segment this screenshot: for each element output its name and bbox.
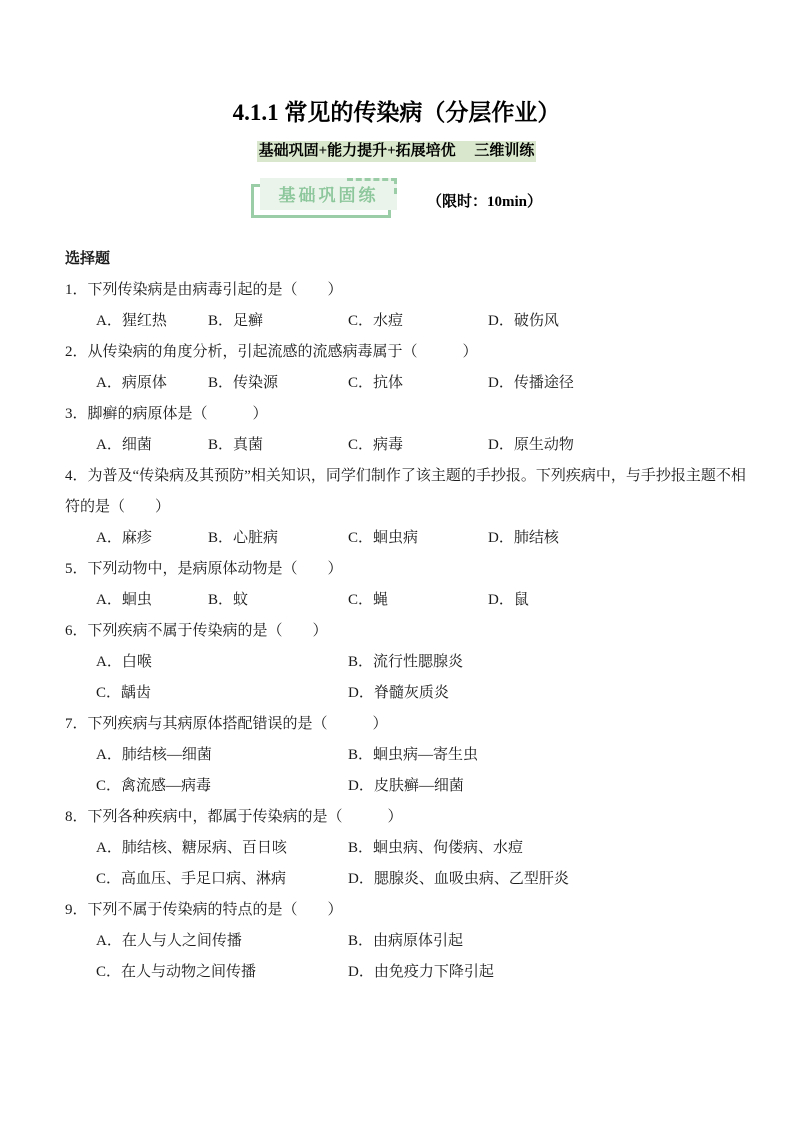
question-text: 9．下列不属于传染病的特点的是（ ） [65, 901, 343, 918]
option-a: A．细菌 [96, 436, 152, 453]
option-d: D．肺结核 [488, 529, 559, 546]
option-a: A．猩红热 [96, 312, 167, 329]
option-c: C．抗体 [348, 374, 404, 391]
question-6 [65, 616, 730, 709]
subtitle-row [0, 141, 793, 162]
option-a: A．病原体 [96, 374, 167, 391]
option-a: A．肺结核—细菌 [96, 746, 212, 763]
section-badge [251, 178, 403, 224]
option-b: B．心脏病 [208, 529, 279, 546]
option-d: D．腮腺炎、血吸虫病、乙型肝炎 [348, 870, 569, 887]
question-5 [65, 554, 730, 616]
option-d: D．鼠 [488, 591, 529, 608]
option-b: B．由病原体引起 [348, 932, 464, 949]
time-limit-label: （限时：10min） [426, 194, 542, 211]
option-c: C．在人与动物之间传播 [96, 963, 257, 980]
option-b: B．真菌 [208, 436, 264, 453]
option-b: B．蛔虫病—寄生虫 [348, 746, 479, 763]
badge-row [0, 178, 793, 224]
question-text: 2．从传染病的角度分析，引起流感的流感病毒属于（ ） [65, 343, 478, 360]
options-row [65, 585, 730, 616]
option-c: C．病毒 [348, 436, 404, 453]
option-c: C．水痘 [348, 312, 404, 329]
question-2 [65, 337, 730, 399]
question-text-line-2: 符的是（ ） [65, 498, 171, 515]
option-b: B．传染源 [208, 374, 279, 391]
badge-label: 基础巩固练 [260, 178, 397, 210]
options-row [65, 926, 730, 957]
option-d: D．原生动物 [488, 436, 574, 453]
question-text: 6．下列疾病不属于传染病的是（ ） [65, 622, 328, 639]
question-text: 8．下列各种疾病中，都属于传染病的是（ ） [65, 808, 403, 825]
option-a: A．麻疹 [96, 529, 152, 546]
options-row [65, 647, 730, 678]
options-row [65, 864, 730, 895]
options-row [65, 523, 730, 554]
option-c: C．禽流感—病毒 [96, 777, 212, 794]
option-d: D．皮肤癣—细菌 [348, 777, 464, 794]
option-b: B．足癣 [208, 312, 264, 329]
section-heading: 选择题 [65, 250, 111, 267]
question-1 [65, 275, 730, 337]
question-8 [65, 802, 730, 895]
option-d: D．脊髓灰质炎 [348, 684, 449, 701]
option-c: C．蛔虫病 [348, 529, 419, 546]
option-d: D．由免疫力下降引起 [348, 963, 494, 980]
option-c: C．龋齿 [96, 684, 152, 701]
options-row [65, 306, 730, 337]
question-7 [65, 709, 730, 802]
question-4 [65, 461, 746, 554]
question-9 [65, 895, 730, 988]
options-row [65, 957, 730, 988]
page-title: 4.1.1 常见的传染病（分层作业） [232, 100, 561, 125]
options-row [65, 740, 730, 771]
option-b: B．蛔虫病、佝偻病、水痘 [348, 839, 524, 856]
option-c: C．蝇 [348, 591, 389, 608]
option-b: B．蚊 [208, 591, 249, 608]
option-a: A．白喉 [96, 653, 152, 670]
options-row [65, 430, 730, 461]
options-row [65, 368, 730, 399]
question-text: 1．下列传染病是由病毒引起的是（ ） [65, 281, 343, 298]
option-a: A．蛔虫 [96, 591, 152, 608]
question-text: 3．脚癣的病原体是（ ） [65, 405, 268, 422]
option-d: D．破伤风 [488, 312, 559, 329]
options-row [65, 678, 730, 709]
option-a: A．在人与人之间传播 [96, 932, 242, 949]
questions-section [0, 244, 793, 988]
badge-dashed-corner [347, 178, 397, 194]
option-d: D．传播途径 [488, 374, 574, 391]
options-row [65, 833, 730, 864]
options-row [65, 771, 730, 802]
option-c: C．高血压、手足口病、淋病 [96, 870, 287, 887]
question-text-line-1: 4．为普及“传染病及其预防”相关知识，同学们制作了该主题的手抄报。下列疾病中，与手抄报主题不相 [65, 467, 746, 484]
question-3 [65, 399, 730, 461]
subtitle-highlight: 基础巩固+能力提升+拓展培优 三维训练 [257, 141, 537, 162]
question-text: 5．下列动物中，是病原体动物是（ ） [65, 560, 343, 577]
option-a: A．肺结核、糖尿病、百日咳 [96, 839, 287, 856]
question-text: 7．下列疾病与其病原体搭配错误的是（ ） [65, 715, 388, 732]
option-b: B．流行性腮腺炎 [348, 653, 464, 670]
